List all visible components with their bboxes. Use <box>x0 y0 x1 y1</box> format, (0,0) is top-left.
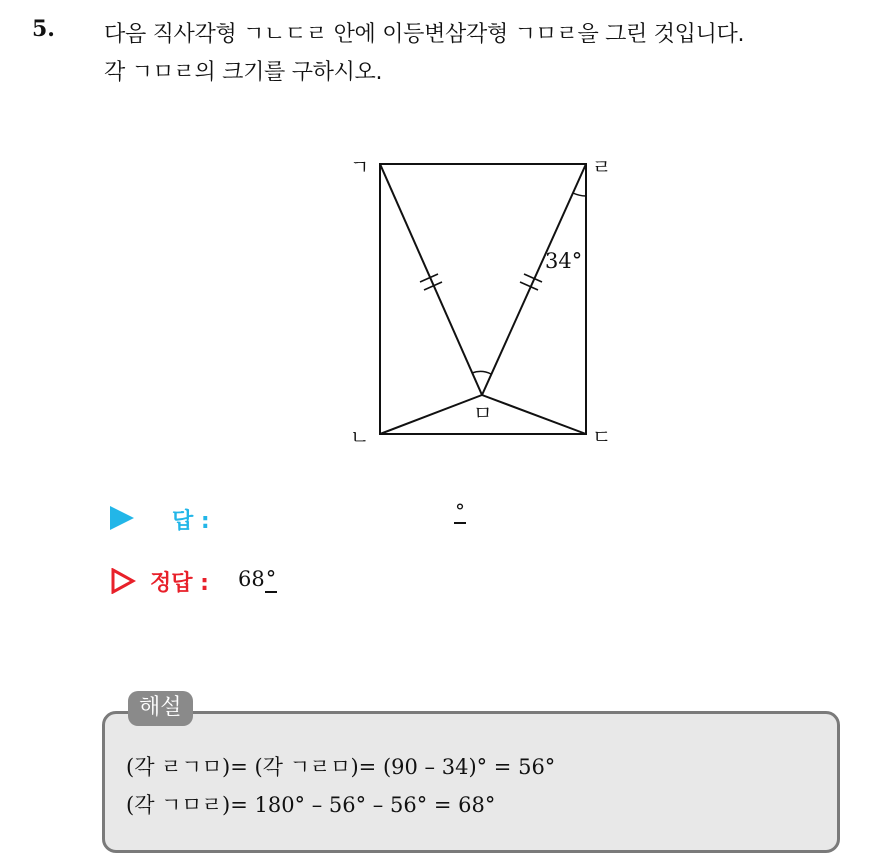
geometry-figure <box>340 148 630 458</box>
figure-svg <box>340 148 630 458</box>
correct-answer-value-wrap <box>238 567 277 591</box>
angle-label-34: 34° <box>545 249 583 273</box>
correct-answer-unit: ° <box>265 567 277 591</box>
segment-di-mi <box>482 395 586 434</box>
vertex-label-mieum: ㅁ <box>473 401 493 425</box>
vertex-label-digeut: ㄷ <box>592 425 612 449</box>
segment-ri-mi <box>482 164 586 395</box>
question-text <box>104 16 874 92</box>
vertex-label-rieul: ㄹ <box>592 155 612 179</box>
explanation-tab: 해설 <box>128 691 193 726</box>
angle-arc-ri <box>573 193 586 196</box>
segment-ni-mi <box>380 395 482 434</box>
question-text-line-1: 다음 직사각형 ㄱㄴㄷㄹ 안에 이등변삼각형 ㄱㅁㄹ을 그린 것입니다. <box>104 22 745 47</box>
vertex-label-giyeok: ㄱ <box>350 155 370 179</box>
explanation-line-1: (각 ㄹㄱㅁ)= (각 ㄱㄹㅁ)= (90 – 34)° = 56° <box>126 755 556 779</box>
explanation-text <box>126 748 555 824</box>
tick-marks-left <box>420 274 442 290</box>
angle-arc-mi <box>472 372 491 374</box>
explanation-line-2: (각 ㄱㅁㄹ)= 180° – 56° – 56° = 68° <box>126 793 496 817</box>
correct-play-outline-icon <box>110 568 136 594</box>
question-text-line-2: 각 ㄱㅁㄹ의 크기를 구하시오. <box>104 60 383 85</box>
question-number: 5. <box>32 16 55 42</box>
correct-answer-value: 68 <box>238 567 265 591</box>
answer-label: 답 : <box>172 509 210 534</box>
answer-play-icon <box>110 506 134 530</box>
segment-ga-mi <box>380 164 482 395</box>
vertex-label-nieun: ㄴ <box>350 425 370 449</box>
tick-marks-right <box>520 274 542 290</box>
answer-input-unit[interactable]: ° <box>455 499 465 523</box>
correct-answer-label: 정답 : <box>150 571 209 596</box>
